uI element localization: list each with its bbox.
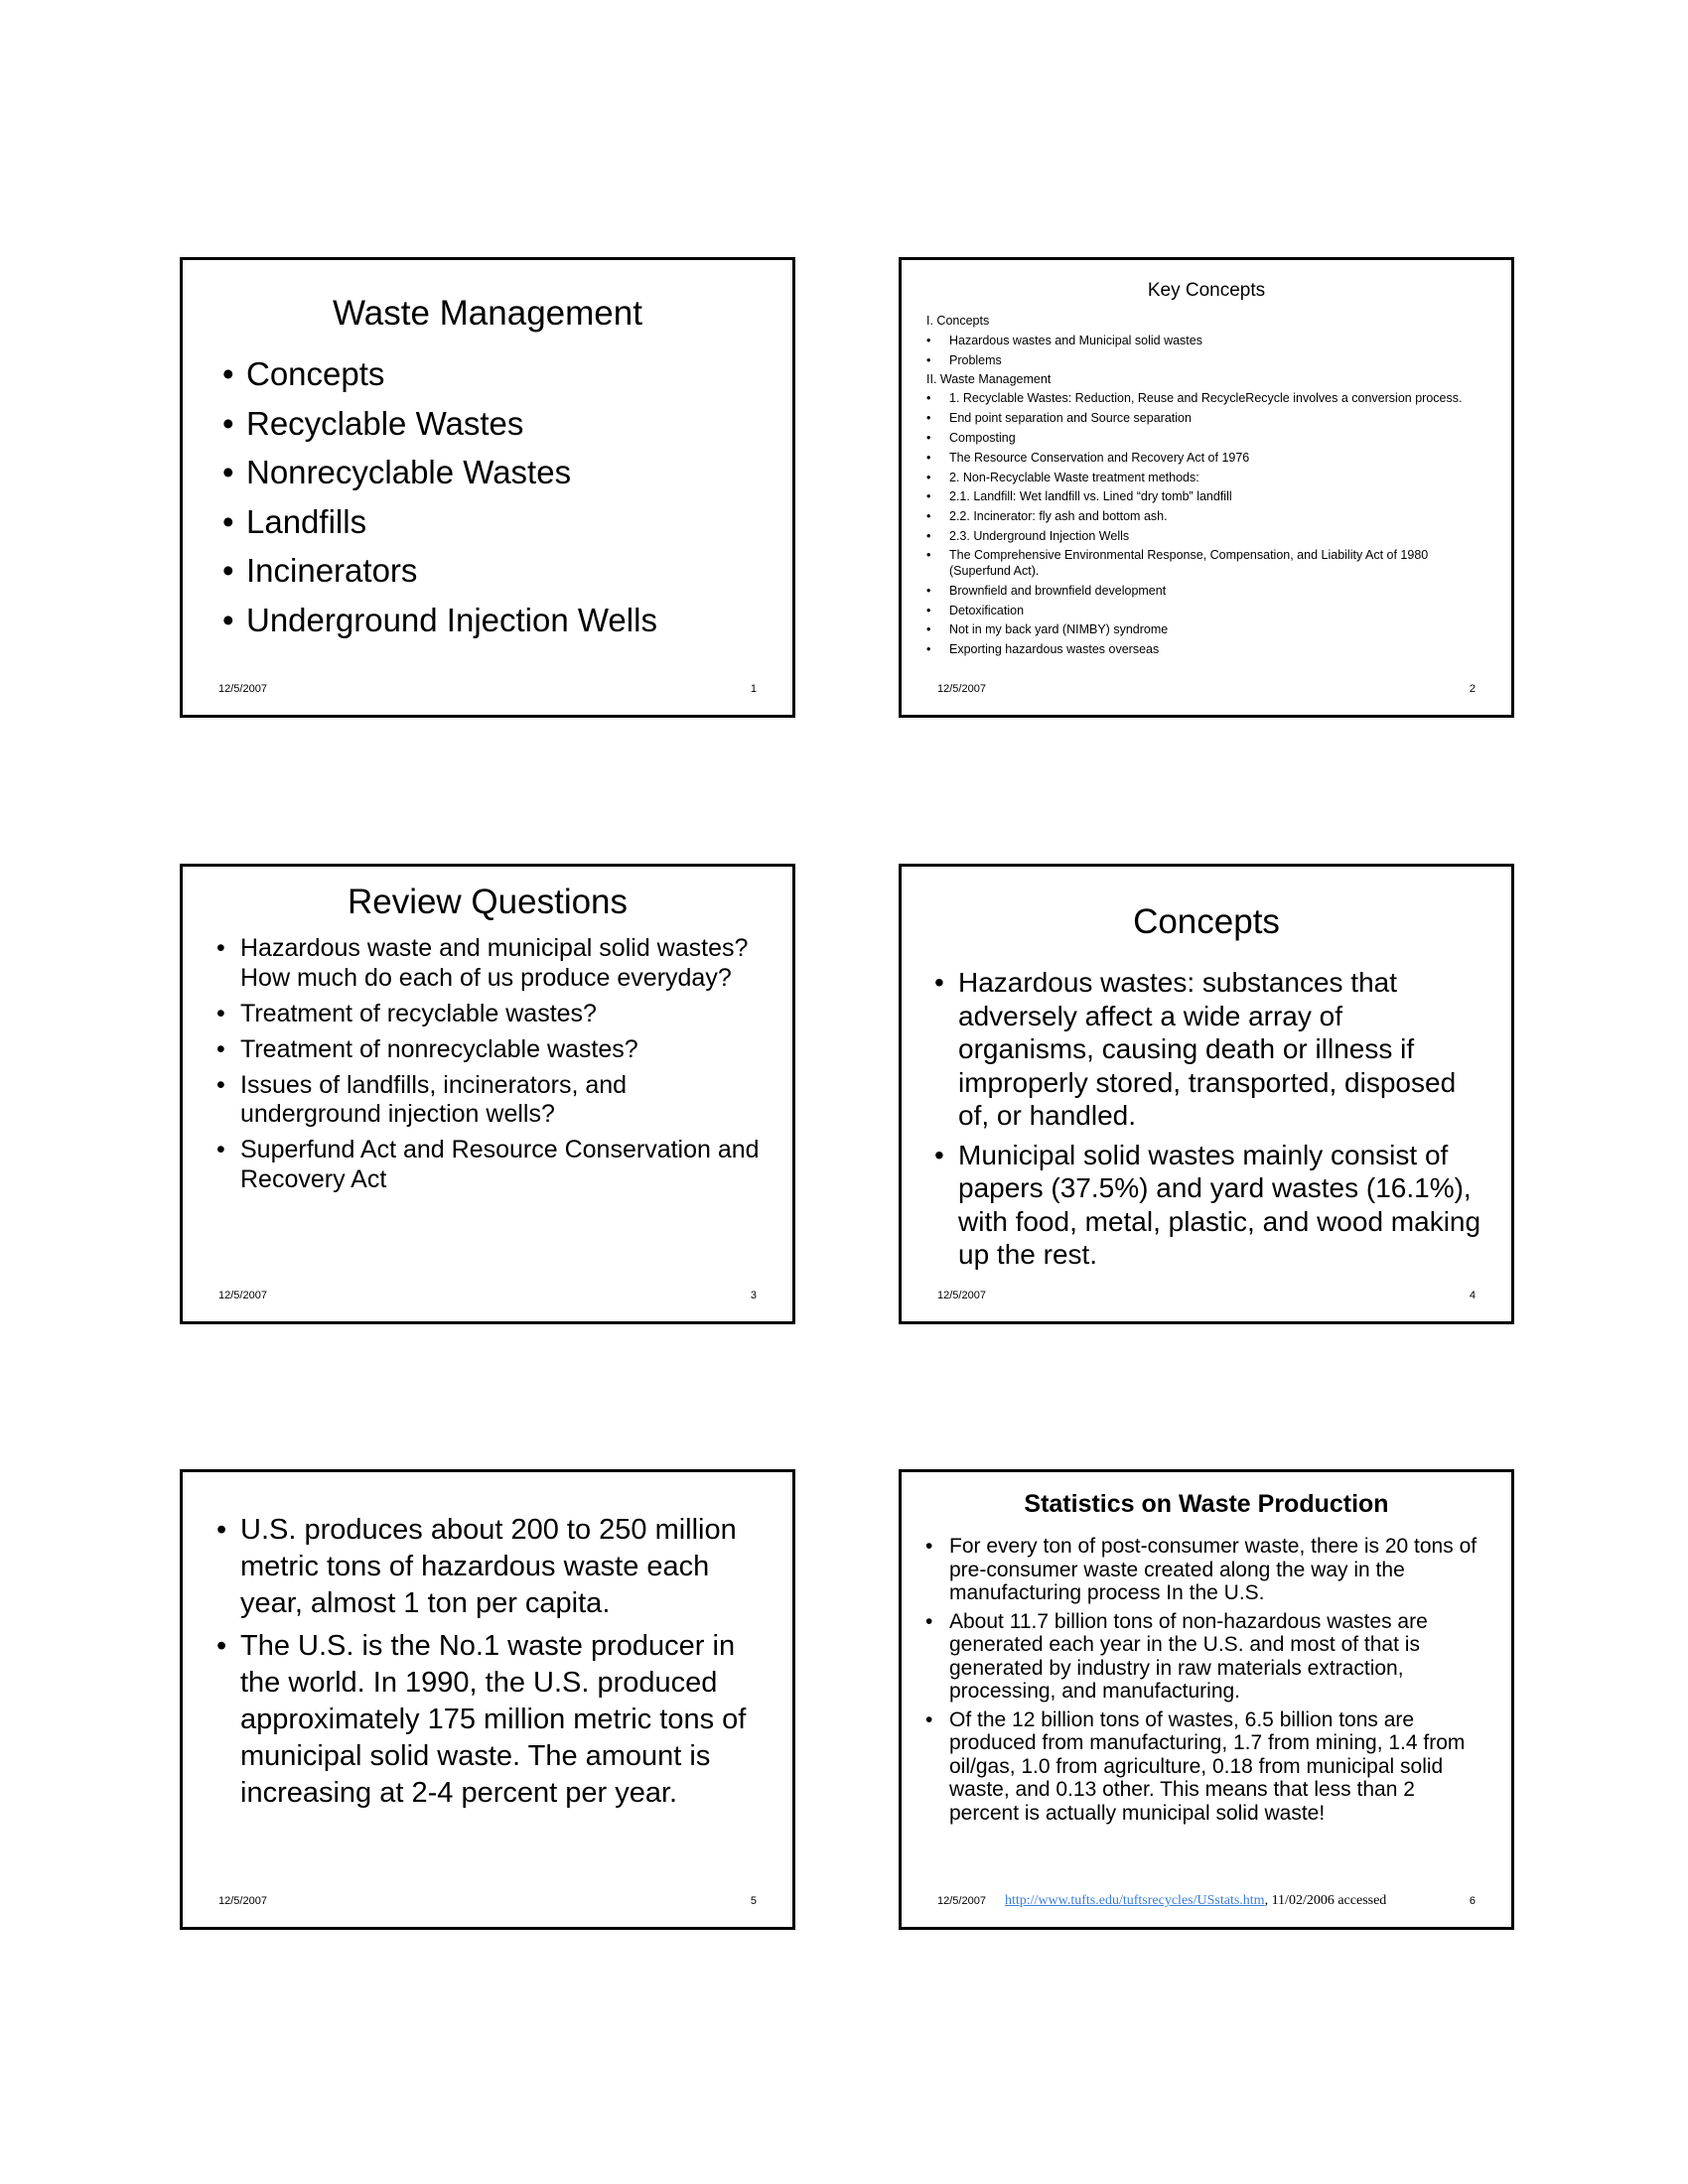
outline-list: [902, 312, 1511, 660]
outline-item: • 1. Recyclable Wastes: Reduction, Reuse and RecycleRecycle involves a conversion process.: [910, 390, 1481, 409]
source-citation: [1005, 1893, 1386, 1909]
list-item: • Treatment of recyclable wastes?: [240, 1000, 763, 1029]
list-item: • Hazardous waste and municipal solid wastes? How much do each of us produce everyday?: [240, 934, 763, 993]
slide-4: [899, 864, 1514, 1324]
slide-title: Waste Management: [333, 294, 642, 333]
list-item: • Nonrecyclable Wastes: [246, 448, 792, 497]
outline-item: • 2. Non-Recyclable Waste treatment methods:: [910, 469, 1481, 488]
slide-6: [899, 1469, 1514, 1930]
list-item: • U.S. produces about 200 to 250 million metric tons of hazardous waste each year, almost 1 ton per capita.: [240, 1512, 763, 1622]
slide-title: Key Concepts: [1147, 280, 1266, 301]
slide-title: Review Questions: [347, 883, 629, 921]
outline-item: • 2.1. Landfill: Wet landfill vs. Lined “dry tomb” landfill: [910, 487, 1481, 507]
slide-date: 12/5/2007: [937, 683, 986, 695]
slide-1: [180, 257, 795, 718]
list-item: • Of the 12 billion tons of wastes, 6.5 billion tons are produced from manufacturing, 1.7 from mining, 1.4 from oil/gas, 1.0 from agriculture, 0.18 from municipal solid waste, and 0.13 other. This means that less than 2 percent is actually municipal solid waste!: [949, 1708, 1481, 1826]
slide-title: Statistics on Waste Production: [1024, 1490, 1389, 1518]
slide-date: 12/5/2007: [218, 683, 267, 695]
slide-number: 2: [1469, 683, 1476, 695]
list-item: • Municipal solid wastes mainly consist of papers (37.5%) and yard wastes (16.1%), with food, metal, plastic, and wood making up the rest.: [958, 1139, 1481, 1272]
slide-number: 5: [750, 1895, 757, 1907]
slide-date: 12/5/2007: [218, 1895, 267, 1907]
outline-section: I. Concepts: [926, 314, 990, 328]
outline-item: • Hazardous wastes and Municipal solid wastes: [910, 332, 1481, 351]
outline-item: • Not in my back yard (NIMBY) syndrome: [910, 620, 1481, 640]
slide-2: [899, 257, 1514, 718]
list-item: • Recyclable Wastes: [246, 399, 792, 449]
outline-item: • The Resource Conservation and Recovery Act of 1976: [910, 449, 1481, 469]
outline-section: II. Waste Management: [926, 372, 1052, 387]
slide-5: [180, 1469, 795, 1930]
outline-item: • End point separation and Source separation: [910, 409, 1481, 429]
slide-number: 6: [1469, 1895, 1476, 1907]
list-item: • Treatment of nonrecyclable wastes?: [240, 1035, 763, 1065]
list-item: • Underground Injection Wells: [246, 596, 792, 645]
slide-date: 12/5/2007: [937, 1895, 986, 1907]
outline-item: • 2.3. Underground Injection Wells: [910, 527, 1481, 547]
bullet-list: [183, 349, 792, 644]
outline-item: • Exporting hazardous wastes overseas: [910, 640, 1481, 660]
list-item: • For every ton of post-consumer waste, there is 20 tons of pre-consumer waste created along the way in the manufacturing process In the U.S.: [949, 1535, 1481, 1605]
outline-item: • The Comprehensive Environmental Response, Compensation, and Liability Act of 1980 (Superfund Act).: [910, 547, 1481, 582]
list-item: • Landfills: [246, 497, 792, 547]
bullet-list: [902, 966, 1511, 1272]
slide-3: [180, 864, 795, 1324]
list-item: • Concepts: [246, 349, 792, 399]
list-item: • The U.S. is the No.1 waste producer in the world. In 1990, the U.S. produced approximately 175 million metric tons of municipal solid waste. The amount is increasing at 2-4 percent per year.: [240, 1628, 763, 1812]
outline-item: • Problems: [910, 351, 1481, 371]
slide-number: 3: [750, 1290, 757, 1301]
list-item: • Issues of landfills, incinerators, and underground injection wells?: [240, 1071, 763, 1130]
slide-number: 4: [1469, 1290, 1476, 1301]
slide-number: 1: [750, 683, 757, 695]
outline-item: • Composting: [910, 429, 1481, 449]
list-item: • Incinerators: [246, 546, 792, 596]
source-note: , 11/02/2006 accessed: [1264, 1893, 1387, 1908]
bullet-list: [183, 1512, 792, 1812]
slide-date: 12/5/2007: [218, 1290, 267, 1301]
bullet-list: [902, 1535, 1511, 1825]
outline-item: • 2.2. Incinerator: fly ash and bottom ash.: [910, 507, 1481, 527]
list-item: • About 11.7 billion tons of non-hazardous wastes are generated each year in the U.S. and most of that is generated by industry in raw materials extraction, processing, and manufacturing.: [949, 1610, 1481, 1704]
source-link[interactable]: http://www.tufts.edu/tuftsrecycles/USstats.htm: [1005, 1893, 1265, 1908]
outline-item: • Brownfield and brownfield development: [910, 582, 1481, 602]
bullet-list: [183, 934, 792, 1194]
outline-item: • Detoxification: [910, 602, 1481, 621]
slide-title: Concepts: [1133, 902, 1280, 941]
list-item: • Hazardous wastes: substances that adversely affect a wide array of organisms, causing death or illness if improperly stored, transported, disposed of, or handled.: [958, 966, 1481, 1133]
slide-date: 12/5/2007: [937, 1290, 986, 1301]
list-item: • Superfund Act and Resource Conservation and Recovery Act: [240, 1136, 763, 1194]
